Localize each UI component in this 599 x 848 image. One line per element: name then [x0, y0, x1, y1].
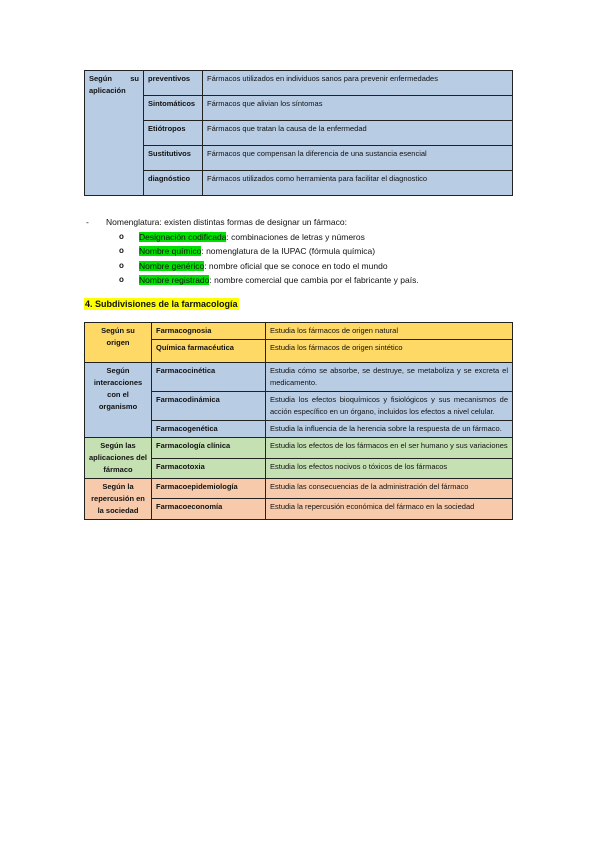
desc-cell: Fármacos que tratan la causa de la enfermedad [203, 121, 513, 146]
term-definition: : combinaciones de letras y números [226, 231, 365, 242]
highlighted-term: Nombre registrado [139, 275, 210, 285]
nomenclature-list [86, 230, 419, 288]
category-cell: Según su aplicación [85, 71, 144, 196]
name-cell: Farmacogenética [152, 421, 266, 438]
type-cell: Sustitutivos [144, 146, 203, 171]
table-row [85, 323, 513, 340]
list-item [119, 244, 419, 259]
name-cell: Química farmacéutica [152, 340, 266, 363]
desc-cell: Estudia cómo se absorbe, se destruye, se metaboliza y se excreta el medicamento. [266, 363, 513, 392]
desc-cell: Estudia los efectos bioquímicos y fisiológicos y sus mecanismos de acción específico en un órgano, incluidos los efectos a nivel celular. [266, 392, 513, 421]
table-row [85, 438, 513, 459]
list-item [119, 230, 419, 245]
table-row [85, 121, 513, 146]
table-row [85, 363, 513, 392]
term-definition: : nombre comercial que cambia por el fabricante y país. [209, 275, 419, 285]
bullet-icon: o [119, 246, 124, 255]
lead-text: Nomenglatura: existen distintas formas de designar un fármaco: [106, 217, 347, 227]
highlighted-term: Designación codificada [139, 231, 227, 242]
name-cell: Farmacocinética [152, 363, 266, 392]
application-table [84, 70, 513, 196]
category-cell: Según las aplicaciones del fármaco [85, 438, 152, 479]
table-row [85, 146, 513, 171]
nomenclature-lead [86, 215, 419, 230]
desc-cell: Estudia los efectos nocivos o tóxicos de los fármacos [266, 458, 513, 479]
name-cell: Farmacoeconomía [152, 499, 266, 520]
name-cell: Farmacoepidemiología [152, 479, 266, 499]
dash-bullet: - [86, 217, 89, 227]
highlighted-term: Nombre químico [139, 246, 202, 256]
category-cell: Según su origen [85, 323, 152, 363]
type-cell: preventivos [144, 71, 203, 96]
category-cell: Según interacciones con el organismo [85, 363, 152, 438]
table-row [85, 479, 513, 499]
list-item [119, 259, 419, 274]
desc-cell: Estudia los fármacos de origen natural [266, 323, 513, 340]
subdivisions-table [84, 322, 513, 520]
type-cell: Etiótropos [144, 121, 203, 146]
list-item [119, 273, 419, 288]
table-row [85, 71, 513, 96]
desc-cell: Estudia la influencia de la herencia sobre la respuesta de un fármaco. [266, 421, 513, 438]
term-definition: : nomenglatura de la IUPAC (fórmula química) [201, 246, 376, 256]
highlighted-term: Nombre genérico [139, 260, 205, 271]
desc-cell: Estudia las consecuencias de la administración del fármaco [266, 479, 513, 499]
name-cell: Farmacotoxia [152, 458, 266, 479]
desc-cell: Estudia los fármacos de origen sintético [266, 340, 513, 363]
desc-cell: Fármacos que compensan la diferencia de una sustancia esencial [203, 146, 513, 171]
desc-cell: Fármacos que alivian los síntomas [203, 96, 513, 121]
category-cell: Según la repercusión en la sociedad [85, 479, 152, 520]
desc-cell: Estudia los efectos de los fármacos en el ser humano y sus variaciones [266, 438, 513, 459]
term-definition: : nombre oficial que se conoce en todo el mundo [204, 260, 388, 271]
type-cell: Sintomáticos [144, 96, 203, 121]
type-cell: diagnóstico [144, 171, 203, 196]
section-heading: 4. Subdivisiones de la farmacología [85, 299, 238, 309]
name-cell: Farmacología clínica [152, 438, 266, 459]
bullet-icon: o [119, 231, 124, 241]
bullet-icon: o [119, 275, 124, 284]
name-cell: Farmacodinámica [152, 392, 266, 421]
desc-cell: Fármacos utilizados como herramienta para facilitar el diagnostico [203, 171, 513, 196]
table-row [85, 96, 513, 121]
nomenclature-section [86, 215, 419, 288]
name-cell: Farmacognosia [152, 323, 266, 340]
table-row [85, 171, 513, 196]
desc-cell: Estudia la repercusión económica del fármaco en la sociedad [266, 499, 513, 520]
desc-cell: Fármacos utilizados en individuos sanos para prevenir enfermedades [203, 71, 513, 96]
bullet-icon: o [119, 260, 124, 270]
